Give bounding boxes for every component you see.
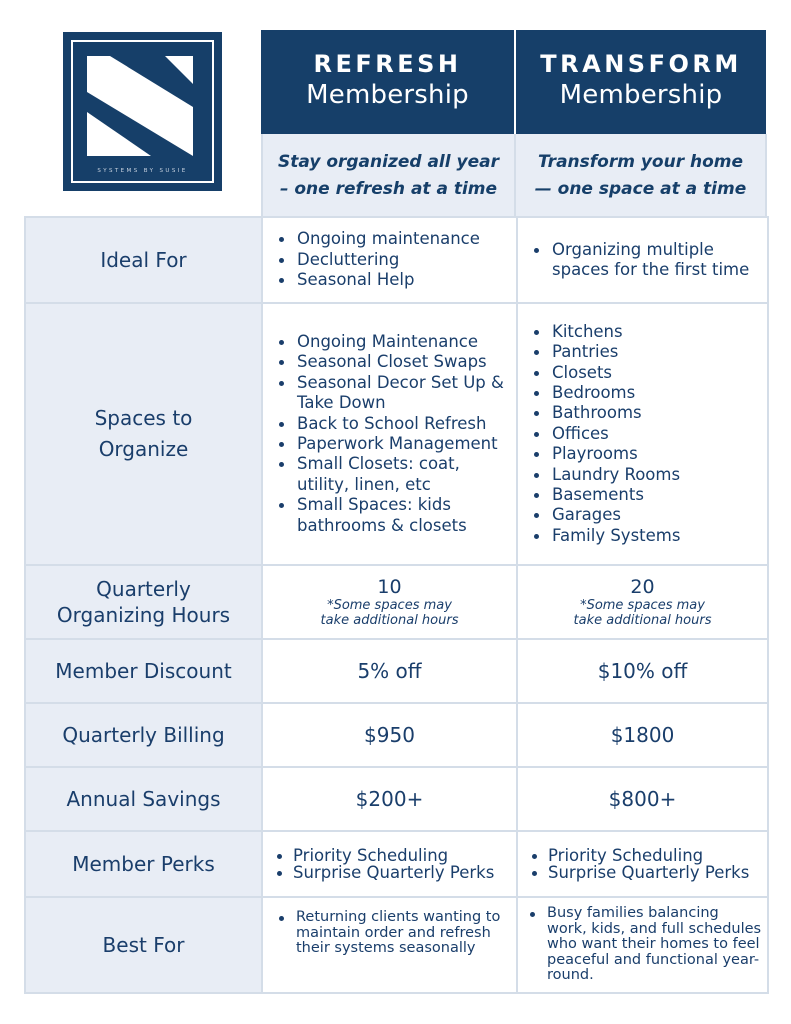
transform-cell [517, 831, 768, 897]
refresh-cell [262, 565, 517, 639]
transform-cell: $1800 [517, 703, 768, 767]
list-item: Surprise Quarterly Perks [530, 864, 767, 882]
row-label: Ideal For [25, 217, 262, 303]
list-item: Pantries [532, 342, 767, 362]
bullet-list [518, 906, 767, 984]
refresh-cell: $200+ [262, 767, 517, 831]
transform-cell [517, 565, 768, 639]
list-item: Priority Scheduling [275, 847, 516, 865]
hours-note: *Some spaces may take additional hours [573, 598, 712, 628]
tagline-line: — one space at a time [534, 179, 747, 199]
refresh-cell: $950 [262, 703, 517, 767]
row-label [25, 565, 262, 639]
bullet-list [263, 332, 516, 536]
list-item: Returning clients wanting to maintain order and refresh their systems seasonally [277, 910, 516, 957]
list-item: Bedrooms [532, 383, 767, 403]
bullet-list [518, 847, 767, 882]
row-label: Best For [25, 897, 262, 993]
transform-plan-header [516, 30, 766, 134]
list-item: Basements [532, 485, 767, 505]
list-item: Priority Scheduling [530, 847, 767, 865]
plan-name: TRANSFORM [540, 50, 742, 78]
refresh-cell [262, 831, 517, 897]
table-row-discount [25, 639, 768, 703]
bullet-list [263, 847, 516, 882]
tagline-line: Stay organized all year [278, 152, 499, 172]
list-item: Offices [532, 424, 767, 444]
refresh-plan-header [261, 30, 514, 134]
table-row-billing [25, 703, 768, 767]
table-row-ideal-for [25, 217, 768, 303]
plan-subtitle: Membership [306, 80, 469, 110]
refresh-cell [262, 897, 517, 993]
row-label: Member Discount [25, 639, 262, 703]
logo-text: SYSTEMS BY SUSIE [97, 168, 188, 174]
list-item: Playrooms [532, 444, 767, 464]
list-item: Busy families balancing work, kids, and full schedules who want their homes to feel peaceful and functional year-round. [528, 906, 763, 984]
bullet-list [263, 910, 516, 957]
label-line: Spaces to [94, 406, 193, 430]
label-line: Quarterly [96, 577, 191, 601]
hours-value: 20 [630, 576, 655, 598]
transform-cell: $10% off [517, 639, 768, 703]
list-item: Organizing multiple spaces for the first time [532, 240, 767, 281]
transform-cell [517, 217, 768, 303]
hours-value: 10 [377, 576, 402, 598]
list-item: Small Closets: coat, utility, linen, etc [277, 454, 516, 495]
list-item: Small Spaces: kids bathrooms & closets [277, 495, 516, 536]
refresh-cell: 5% off [262, 639, 517, 703]
list-item: Back to School Refresh [277, 414, 516, 434]
plan-subtitle: Membership [559, 80, 723, 110]
row-label: Quarterly Billing [25, 703, 262, 767]
hours-note: *Some spaces may take additional hours [320, 598, 459, 628]
tagline-line: – one refresh at a time [279, 179, 498, 199]
list-item: Kitchens [532, 322, 767, 342]
table-row-hours [25, 565, 768, 639]
label-line: Organizing Hours [56, 603, 231, 627]
list-item: Paperwork Management [277, 434, 516, 454]
list-item: Bathrooms [532, 403, 767, 423]
list-item: Ongoing maintenance [277, 229, 516, 249]
membership-comparison-table [24, 216, 769, 994]
row-label [25, 303, 262, 565]
transform-tagline [516, 134, 767, 216]
list-item: Family Systems [532, 526, 767, 546]
list-item: Closets [532, 363, 767, 383]
row-label: Member Perks [25, 831, 262, 897]
transform-cell [517, 303, 768, 565]
list-item: Surprise Quarterly Perks [275, 864, 516, 882]
table-row-best-for [25, 897, 768, 993]
table-row-spaces [25, 303, 768, 565]
tagline-line: Transform your home [537, 152, 744, 172]
refresh-cell [262, 217, 517, 303]
transform-cell [517, 897, 768, 993]
label-line: Organize [98, 437, 189, 461]
row-label: Annual Savings [25, 767, 262, 831]
list-item: Laundry Rooms [532, 465, 767, 485]
refresh-cell [262, 303, 517, 565]
bullet-list [518, 322, 767, 546]
list-item: Seasonal Decor Set Up & Take Down [277, 373, 516, 414]
table-row-perks [25, 831, 768, 897]
transform-cell: $800+ [517, 767, 768, 831]
refresh-tagline [261, 134, 516, 216]
systems-by-susie-logo [63, 32, 222, 191]
bullet-list [518, 240, 767, 281]
plan-name: REFRESH [313, 50, 462, 78]
bullet-list [263, 229, 516, 290]
list-item: Decluttering [277, 250, 516, 270]
list-item: Ongoing Maintenance [277, 332, 516, 352]
table-row-savings [25, 767, 768, 831]
list-item: Seasonal Closet Swaps [277, 352, 516, 372]
list-item: Seasonal Help [277, 270, 516, 290]
list-item: Garages [532, 505, 767, 525]
